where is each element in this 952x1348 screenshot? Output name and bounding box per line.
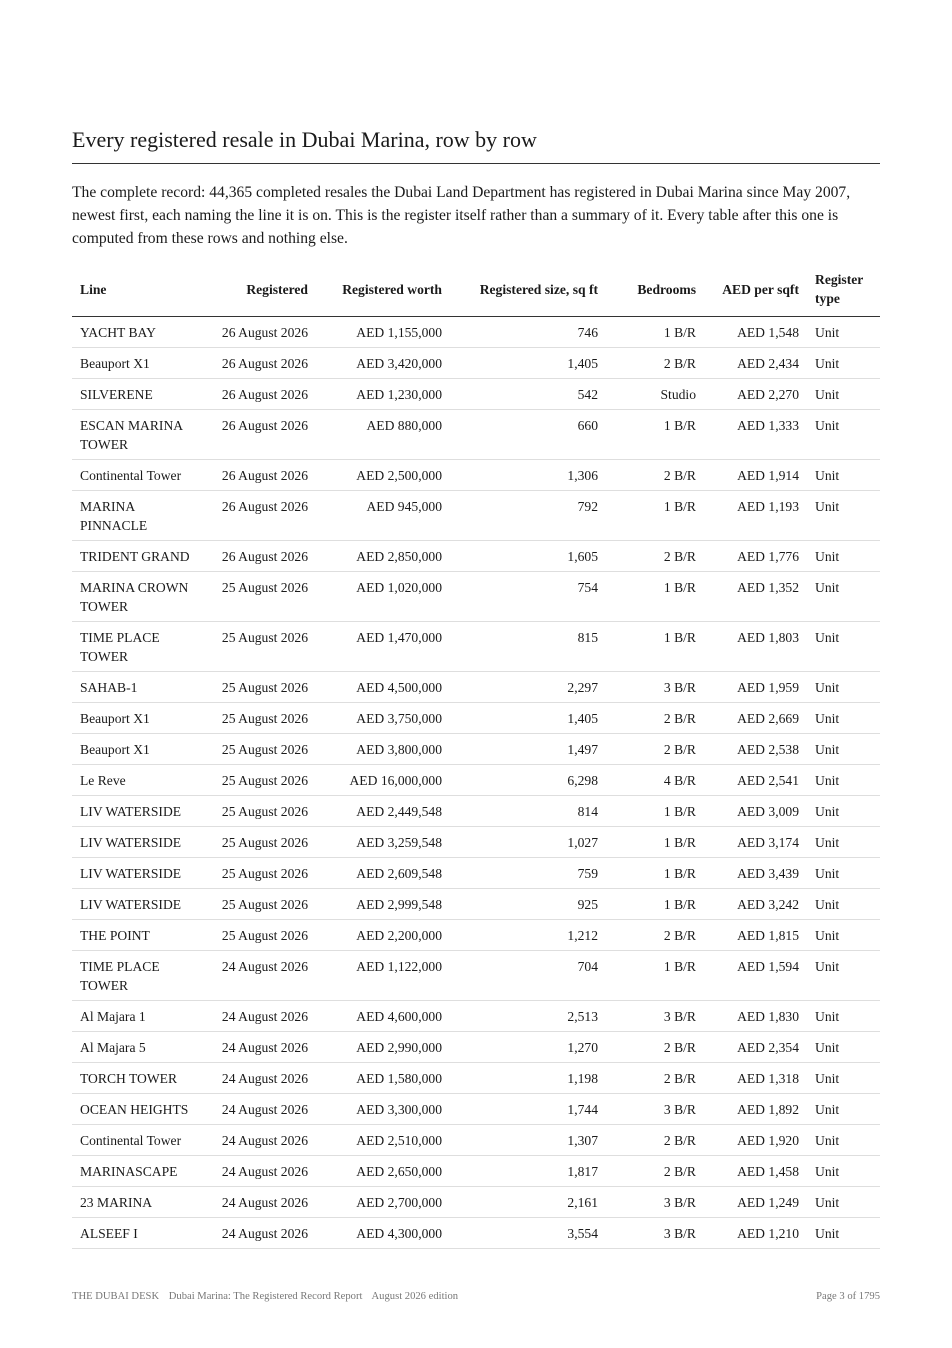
cell-register-type: Unit (807, 540, 880, 571)
cell-register-type: Unit (807, 857, 880, 888)
cell-registered-worth: AED 3,259,548 (316, 826, 450, 857)
cell-registered-worth: AED 2,609,548 (316, 857, 450, 888)
cell-bedrooms: 2 B/R (606, 1031, 704, 1062)
table-row (72, 540, 880, 571)
cell-line: Beauport X1 (72, 347, 204, 378)
cell-registered-worth: AED 880,000 (316, 409, 450, 459)
cell-registered: 26 August 2026 (204, 540, 316, 571)
cell-registered-size: 2,161 (450, 1186, 606, 1217)
cell-line: MARINA PINNACLE (72, 490, 204, 540)
cell-bedrooms: 1 B/R (606, 888, 704, 919)
column-header-registered-worth: Registered worth (316, 266, 450, 316)
cell-registered-size: 542 (450, 378, 606, 409)
cell-aed-per-sqft: AED 1,318 (704, 1062, 807, 1093)
table-row (72, 1155, 880, 1186)
cell-bedrooms: 2 B/R (606, 702, 704, 733)
cell-bedrooms: 2 B/R (606, 540, 704, 571)
cell-registered-size: 2,513 (450, 1000, 606, 1031)
column-header-bedrooms: Bedrooms (606, 266, 704, 316)
table-row (72, 459, 880, 490)
cell-bedrooms: 1 B/R (606, 316, 704, 347)
cell-line: Le Reve (72, 764, 204, 795)
cell-registered-worth: AED 1,470,000 (316, 621, 450, 671)
cell-registered-worth: AED 945,000 (316, 490, 450, 540)
cell-register-type: Unit (807, 764, 880, 795)
cell-registered: 24 August 2026 (204, 1031, 316, 1062)
table-row (72, 621, 880, 671)
cell-registered-worth: AED 2,449,548 (316, 795, 450, 826)
footer-edition: August 2026 edition (371, 1291, 459, 1302)
cell-aed-per-sqft: AED 1,803 (704, 621, 807, 671)
cell-aed-per-sqft: AED 1,920 (704, 1124, 807, 1155)
cell-register-type: Unit (807, 490, 880, 540)
cell-registered-worth: AED 1,122,000 (316, 950, 450, 1000)
cell-registered-size: 1,027 (450, 826, 606, 857)
cell-registered: 24 August 2026 (204, 1217, 316, 1248)
cell-line: 23 MARINA (72, 1186, 204, 1217)
cell-line: Al Majara 5 (72, 1031, 204, 1062)
cell-registered-size: 1,306 (450, 459, 606, 490)
cell-registered-size: 925 (450, 888, 606, 919)
table-row (72, 826, 880, 857)
cell-registered-size: 1,270 (450, 1031, 606, 1062)
cell-line: TIME PLACE TOWER (72, 621, 204, 671)
cell-bedrooms: 3 B/R (606, 1186, 704, 1217)
cell-registered: 25 August 2026 (204, 888, 316, 919)
cell-aed-per-sqft: AED 3,009 (704, 795, 807, 826)
cell-registered-size: 814 (450, 795, 606, 826)
cell-registered: 24 August 2026 (204, 1000, 316, 1031)
table-row (72, 857, 880, 888)
cell-line: ALSEEF I (72, 1217, 204, 1248)
cell-register-type: Unit (807, 795, 880, 826)
cell-aed-per-sqft: AED 1,830 (704, 1000, 807, 1031)
cell-registered-worth: AED 2,500,000 (316, 459, 450, 490)
table-row (72, 950, 880, 1000)
cell-registered-worth: AED 4,500,000 (316, 671, 450, 702)
cell-line: ESCAN MARINA TOWER (72, 409, 204, 459)
cell-registered-size: 1,307 (450, 1124, 606, 1155)
cell-aed-per-sqft: AED 2,669 (704, 702, 807, 733)
table-row (72, 1062, 880, 1093)
cell-registered: 26 August 2026 (204, 490, 316, 540)
cell-registered-size: 1,605 (450, 540, 606, 571)
cell-bedrooms: 2 B/R (606, 347, 704, 378)
cell-registered-worth: AED 4,600,000 (316, 1000, 450, 1031)
cell-register-type: Unit (807, 826, 880, 857)
cell-aed-per-sqft: AED 1,914 (704, 459, 807, 490)
cell-registered: 24 August 2026 (204, 1062, 316, 1093)
cell-registered: 25 August 2026 (204, 764, 316, 795)
cell-registered-size: 1,405 (450, 347, 606, 378)
cell-register-type: Unit (807, 378, 880, 409)
cell-register-type: Unit (807, 1217, 880, 1248)
cell-bedrooms: Studio (606, 378, 704, 409)
cell-aed-per-sqft: AED 1,333 (704, 409, 807, 459)
cell-register-type: Unit (807, 671, 880, 702)
cell-register-type: Unit (807, 347, 880, 378)
cell-aed-per-sqft: AED 1,892 (704, 1093, 807, 1124)
column-header-registered-size: Registered size, sq ft (450, 266, 606, 316)
cell-registered: 24 August 2026 (204, 950, 316, 1000)
table-row (72, 671, 880, 702)
column-header-line: Line (72, 266, 204, 316)
cell-bedrooms: 2 B/R (606, 1155, 704, 1186)
cell-line: LIV WATERSIDE (72, 857, 204, 888)
cell-registered-size: 660 (450, 409, 606, 459)
cell-bedrooms: 1 B/R (606, 571, 704, 621)
cell-bedrooms: 3 B/R (606, 1000, 704, 1031)
cell-aed-per-sqft: AED 2,538 (704, 733, 807, 764)
cell-registered: 25 August 2026 (204, 671, 316, 702)
cell-register-type: Unit (807, 919, 880, 950)
cell-aed-per-sqft: AED 3,242 (704, 888, 807, 919)
cell-aed-per-sqft: AED 1,249 (704, 1186, 807, 1217)
cell-bedrooms: 1 B/R (606, 857, 704, 888)
footer-report-title: Dubai Marina: The Registered Record Report (168, 1291, 363, 1302)
cell-line: THE POINT (72, 919, 204, 950)
table-row (72, 1031, 880, 1062)
table-row (72, 1093, 880, 1124)
cell-registered-size: 1,405 (450, 702, 606, 733)
cell-register-type: Unit (807, 950, 880, 1000)
cell-registered-worth: AED 16,000,000 (316, 764, 450, 795)
cell-line: Continental Tower (72, 1124, 204, 1155)
cell-line: MARINASCAPE (72, 1155, 204, 1186)
cell-registered: 25 August 2026 (204, 919, 316, 950)
cell-registered-size: 3,554 (450, 1217, 606, 1248)
cell-aed-per-sqft: AED 1,548 (704, 316, 807, 347)
resale-register-table (72, 266, 880, 1249)
cell-aed-per-sqft: AED 1,776 (704, 540, 807, 571)
cell-bedrooms: 3 B/R (606, 1217, 704, 1248)
cell-line: LIV WATERSIDE (72, 826, 204, 857)
footer-publication: THE DUBAI DESK (72, 1291, 160, 1302)
cell-registered-worth: AED 4,300,000 (316, 1217, 450, 1248)
cell-register-type: Unit (807, 1062, 880, 1093)
cell-aed-per-sqft: AED 2,434 (704, 347, 807, 378)
cell-bedrooms: 2 B/R (606, 919, 704, 950)
cell-bedrooms: 1 B/R (606, 621, 704, 671)
cell-registered: 26 August 2026 (204, 409, 316, 459)
column-header-aed-per-sqft: AED per sqft (704, 266, 807, 316)
cell-bedrooms: 1 B/R (606, 826, 704, 857)
table-row (72, 316, 880, 347)
cell-registered-worth: AED 3,800,000 (316, 733, 450, 764)
cell-registered-size: 2,297 (450, 671, 606, 702)
cell-registered: 24 August 2026 (204, 1124, 316, 1155)
cell-registered: 25 August 2026 (204, 857, 316, 888)
table-row (72, 1186, 880, 1217)
cell-registered-size: 704 (450, 950, 606, 1000)
cell-bedrooms: 2 B/R (606, 733, 704, 764)
cell-aed-per-sqft: AED 1,959 (704, 671, 807, 702)
cell-registered-worth: AED 1,230,000 (316, 378, 450, 409)
cell-registered-worth: AED 1,020,000 (316, 571, 450, 621)
cell-registered-worth: AED 2,990,000 (316, 1031, 450, 1062)
cell-bedrooms: 3 B/R (606, 1093, 704, 1124)
cell-aed-per-sqft: AED 1,594 (704, 950, 807, 1000)
cell-registered-size: 1,212 (450, 919, 606, 950)
cell-registered: 26 August 2026 (204, 347, 316, 378)
cell-line: YACHT BAY (72, 316, 204, 347)
table-row (72, 702, 880, 733)
cell-registered: 24 August 2026 (204, 1186, 316, 1217)
table-row (72, 764, 880, 795)
cell-register-type: Unit (807, 733, 880, 764)
cell-registered-size: 1,744 (450, 1093, 606, 1124)
cell-aed-per-sqft: AED 1,193 (704, 490, 807, 540)
cell-line: Continental Tower (72, 459, 204, 490)
cell-line: Beauport X1 (72, 702, 204, 733)
cell-line: OCEAN HEIGHTS (72, 1093, 204, 1124)
cell-registered: 25 August 2026 (204, 702, 316, 733)
cell-aed-per-sqft: AED 2,354 (704, 1031, 807, 1062)
cell-registered: 25 August 2026 (204, 571, 316, 621)
cell-register-type: Unit (807, 621, 880, 671)
table-row (72, 919, 880, 950)
cell-registered-worth: AED 2,650,000 (316, 1155, 450, 1186)
cell-register-type: Unit (807, 1155, 880, 1186)
cell-registered-worth: AED 3,300,000 (316, 1093, 450, 1124)
cell-bedrooms: 2 B/R (606, 1124, 704, 1155)
cell-bedrooms: 2 B/R (606, 459, 704, 490)
cell-registered-worth: AED 2,700,000 (316, 1186, 450, 1217)
cell-registered-worth: AED 3,750,000 (316, 702, 450, 733)
page-footer (72, 1291, 880, 1302)
cell-registered: 25 August 2026 (204, 826, 316, 857)
cell-line: LIV WATERSIDE (72, 888, 204, 919)
cell-registered-worth: AED 2,510,000 (316, 1124, 450, 1155)
cell-bedrooms: 1 B/R (606, 409, 704, 459)
cell-line: SAHAB-1 (72, 671, 204, 702)
cell-registered: 24 August 2026 (204, 1093, 316, 1124)
cell-aed-per-sqft: AED 2,541 (704, 764, 807, 795)
cell-line: Al Majara 1 (72, 1000, 204, 1031)
table-row (72, 378, 880, 409)
column-header-registered: Registered (204, 266, 316, 316)
cell-registered: 26 August 2026 (204, 378, 316, 409)
table-row (72, 409, 880, 459)
cell-line: LIV WATERSIDE (72, 795, 204, 826)
cell-aed-per-sqft: AED 3,174 (704, 826, 807, 857)
table-body (72, 316, 880, 1248)
cell-registered-size: 1,497 (450, 733, 606, 764)
cell-registered: 24 August 2026 (204, 1155, 316, 1186)
cell-bedrooms: 2 B/R (606, 1062, 704, 1093)
cell-registered-size: 1,198 (450, 1062, 606, 1093)
cell-aed-per-sqft: AED 1,352 (704, 571, 807, 621)
cell-line: TORCH TOWER (72, 1062, 204, 1093)
cell-bedrooms: 1 B/R (606, 950, 704, 1000)
column-header-register-type: Register type (807, 266, 880, 316)
cell-register-type: Unit (807, 1000, 880, 1031)
cell-aed-per-sqft: AED 1,815 (704, 919, 807, 950)
header-row (72, 266, 880, 316)
table-header (72, 266, 880, 316)
cell-registered-size: 746 (450, 316, 606, 347)
cell-line: SILVERENE (72, 378, 204, 409)
cell-registered-size: 815 (450, 621, 606, 671)
cell-registered: 25 August 2026 (204, 621, 316, 671)
cell-bedrooms: 1 B/R (606, 795, 704, 826)
cell-register-type: Unit (807, 1093, 880, 1124)
cell-aed-per-sqft: AED 1,458 (704, 1155, 807, 1186)
cell-registered-size: 1,817 (450, 1155, 606, 1186)
cell-registered-worth: AED 2,999,548 (316, 888, 450, 919)
cell-register-type: Unit (807, 1124, 880, 1155)
page-title: Every registered resale in Dubai Marina, row by row (72, 125, 880, 164)
intro-paragraph: The complete record: 44,365 completed resales the Dubai Land Department has registered in Dubai Marina since May 2007, newest first, each naming the line it is on. This is the register itself rather than a summary of it. Every table after this one is computed from these rows and nothing else. (72, 184, 851, 247)
cell-register-type: Unit (807, 459, 880, 490)
cell-registered-size: 754 (450, 571, 606, 621)
footer-left (72, 1291, 465, 1302)
cell-register-type: Unit (807, 571, 880, 621)
table-row (72, 1124, 880, 1155)
cell-register-type: Unit (807, 888, 880, 919)
cell-registered-worth: AED 3,420,000 (316, 347, 450, 378)
cell-line: TIME PLACE TOWER (72, 950, 204, 1000)
cell-registered-size: 6,298 (450, 764, 606, 795)
cell-registered: 26 August 2026 (204, 459, 316, 490)
cell-registered-size: 759 (450, 857, 606, 888)
cell-bedrooms: 1 B/R (606, 490, 704, 540)
table-row (72, 490, 880, 540)
cell-bedrooms: 3 B/R (606, 671, 704, 702)
table-row (72, 888, 880, 919)
table-row (72, 1000, 880, 1031)
cell-registered: 25 August 2026 (204, 795, 316, 826)
cell-aed-per-sqft: AED 1,210 (704, 1217, 807, 1248)
table-row (72, 795, 880, 826)
cell-registered: 25 August 2026 (204, 733, 316, 764)
cell-registered-worth: AED 1,580,000 (316, 1062, 450, 1093)
footer-page-number: Page 3 of 1795 (816, 1291, 880, 1302)
cell-bedrooms: 4 B/R (606, 764, 704, 795)
cell-registered: 26 August 2026 (204, 316, 316, 347)
cell-aed-per-sqft: AED 3,439 (704, 857, 807, 888)
cell-registered-worth: AED 2,200,000 (316, 919, 450, 950)
table-row (72, 733, 880, 764)
cell-registered-size: 792 (450, 490, 606, 540)
cell-register-type: Unit (807, 1186, 880, 1217)
table-row (72, 571, 880, 621)
cell-line: TRIDENT GRAND (72, 540, 204, 571)
table-row (72, 1217, 880, 1248)
cell-registered-worth: AED 2,850,000 (316, 540, 450, 571)
cell-line: MARINA CROWN TOWER (72, 571, 204, 621)
cell-line: Beauport X1 (72, 733, 204, 764)
cell-register-type: Unit (807, 409, 880, 459)
table-row (72, 347, 880, 378)
cell-register-type: Unit (807, 1031, 880, 1062)
cell-register-type: Unit (807, 702, 880, 733)
cell-registered-worth: AED 1,155,000 (316, 316, 450, 347)
cell-register-type: Unit (807, 316, 880, 347)
cell-aed-per-sqft: AED 2,270 (704, 378, 807, 409)
